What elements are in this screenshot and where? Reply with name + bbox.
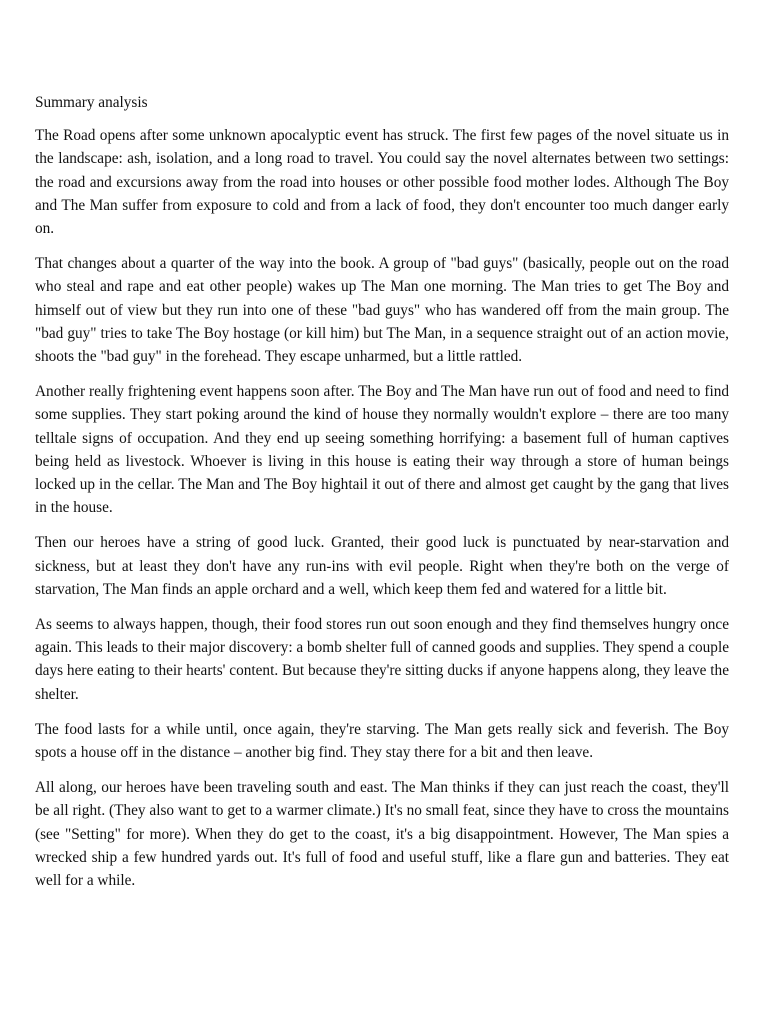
paragraph-basement: Another really frightening event happens soon after. The Boy and The Man have run out of food and need to find some supplies. They start poking around the kind of house they normally wouldn't explore – there are too many telltale signs of occupation. And they end up seeing something horrifying: a basement full of human captives being held as livestock. Whoever is living in this house is eating their way through a store of human beings locked up in the cellar. The Man and The Boy hightail it out of there and almost get caught by the gang that lives in the house. xyxy=(35,383,729,517)
paragraph-good-luck: Then our heroes have a string of good luck. Granted, their good luck is punctuated by near-starvation and sickness, but at least they don't have any run-ins with evil people. Right when they're both on the verge of starvation, The Man finds an apple orchard and a well, which keep them fed and watered for a little bit. xyxy=(35,534,729,598)
paragraph-bad-guys: That changes about a quarter of the way into the book. A group of "bad guys" (basically, people out on the road who steal and rape and eat other people) wakes up The Man one morning. The Man tries to get The Boy and himself out of view but they run into one of these "bad guys" who has wandered off from the main group. The "bad guy" tries to take The Boy hostage (or kill him) but The Man, in a sequence straight out of an action movie, shoots the "bad guy" in the forehead. They escape unharmed, but a little rattled. xyxy=(35,255,729,366)
section-heading: Summary analysis xyxy=(35,94,148,111)
paragraph-feverish: The food lasts for a while until, once again, they're starving. The Man gets really sick and feverish. The Boy spots a house off in the distance – another big find. They stay there for a bit and then leave. xyxy=(35,720,729,762)
paragraph-coast: All along, our heroes have been traveling south and east. The Man thinks if they can just reach the coast, they'll be all right. (They also want to get to a warmer climate.) It's no small feat, since they have to cross the mountains (see "Setting" for more). When they do get to the coast, it's a big disappointment. However, The Man spies a wrecked ship a few hundred yards out. It's full of food and useful stuff, like a flare gun and batteries. They eat well for a while. xyxy=(35,779,729,890)
document-page xyxy=(35,91,729,904)
paragraph-bomb-shelter: As seems to always happen, though, their food stores run out soon enough and they find themselves hungry once again. This leads to their major discovery: a bomb shelter full of canned goods and supplies. They spend a couple days here eating to their hearts' content. But because they're sitting ducks if anyone happens along, they leave the shelter. xyxy=(35,616,729,703)
paragraph-opening: The Road opens after some unknown apocalyptic event has struck. The first few pages of the novel situate us in the landscape: ash, isolation, and a long road to travel. You could say the novel alternates between two settings: the road and excursions away from the road into houses or other possible food mother lodes. Although The Boy and The Man suffer from exposure to cold and from a lack of food, they don't encounter too much danger early on. xyxy=(35,127,729,238)
